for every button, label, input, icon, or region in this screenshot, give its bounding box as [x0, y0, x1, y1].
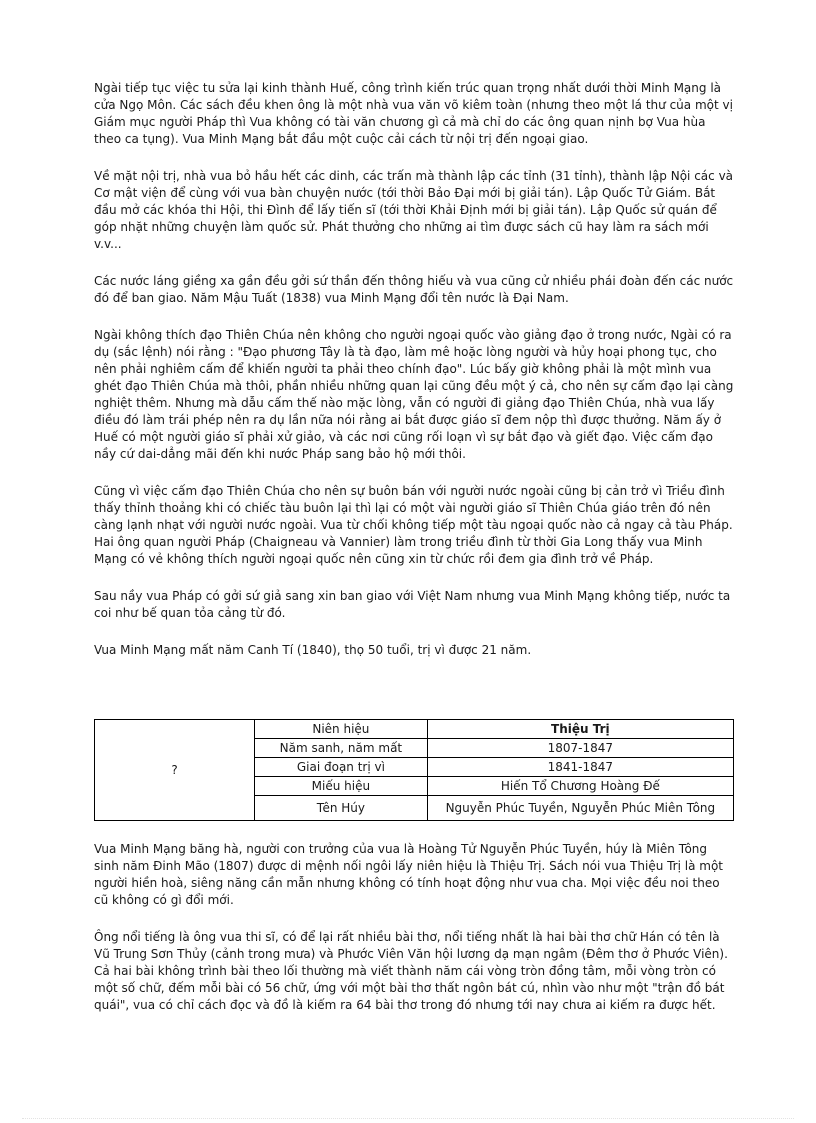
- paragraph-minh-mang-death: Vua Minh Mạng mất năm Canh Tí (1840), thọ 50 tuổi, trị vì được 21 năm.: [94, 643, 532, 657]
- table-value-reign-name: Thiệu Trị: [427, 720, 733, 739]
- page-bottom-divider: [22, 1118, 794, 1119]
- paragraph-ngo-mon: Ngài tiếp tục việc tu sửa lại kinh thành Huế, công trình kiến trúc quan trọng nhất dưới thời Minh Mạng là cửa Ngọ Môn. Các sách đều khen ông là một nhà vua văn võ kiêm toàn (nhưng theo một lá thư của một vị Giám mục người Pháp thì Vua không có tài văn chương gì cả mà chỉ do các ông quan nịnh bợ Vua hùa theo ca tụng). Vua Minh Mạng bắt đầu một cuộc cải cách từ nội trị đến ngoại giao.: [94, 81, 733, 146]
- paragraph-thieu-tri-succession: Vua Minh Mạng băng hà, người con trưởng của vua là Hoàng Tử Nguyễn Phúc Tuyền, húy là Miên Tông sinh năm Đinh Mão (1807) được di mệnh nối ngôi lấy niên hiệu là Thiệu Trị. Sách nói vua Thiệu Trị là một người hiền hoà, siêng năng cần mẫn nhưng không có tính hoạt động như vua cha. Mọi việc đều noi theo cũ không có gì đổi mới.: [94, 842, 724, 907]
- king-info-table: [94, 719, 734, 821]
- paragraph-closed-ports: Sau nầy vua Pháp có gởi sứ giả sang xin ban giao với Việt Nam nhưng vua Minh Mạng không tiếp, nước ta coi như bế quan tỏa cảng từ đó.: [94, 589, 731, 620]
- table-label-personal-name: Tên Húy: [255, 796, 428, 821]
- portrait-placeholder: ?: [95, 720, 255, 821]
- spacer: [94, 679, 734, 719]
- table-value-temple-name: Hiến Tổ Chương Hoàng Đế: [427, 777, 733, 796]
- table-row: [95, 720, 734, 739]
- table-label-temple-name: Miếu hiệu: [255, 777, 428, 796]
- table-value-birth-death: 1807-1847: [427, 739, 733, 758]
- paragraph-trade-restrictions: Cũng vì việc cấm đạo Thiên Chúa cho nên sự buôn bán với người nước ngoài cũng bị cản trở vì Triều đình thấy thỉnh thoảng khi có chiếc tàu buôn lại thì lại có một vài người giáo sĩ Thiên Chúa giáo trên đó nên càng lạnh nhạt với người nước ngoài. Vua từ chối không tiếp một tàu ngoại quốc nào cả ngay cả tàu Pháp. Hai ông quan người Pháp (Chaigneau và Vannier) làm trong triều đình từ thời Gia Long thấy vua Minh Mạng có vẻ không thích người ngoại quốc nên cũng xin từ chức rồi đem gia đình trở về Pháp.: [94, 484, 733, 566]
- table-label-reign-name: Niên hiệu: [255, 720, 428, 739]
- table-value-personal-name: Nguyễn Phúc Tuyền, Nguyễn Phúc Miên Tông: [427, 796, 733, 821]
- paragraph-thieu-tri-poetry: Ông nổi tiếng là ông vua thi sĩ, có để lại rất nhiều bài thơ, nổi tiếng nhất là hai bài thơ chữ Hán có tên là Vũ Trung Sơn Thủy (cảnh trong mưa) và Phước Viên Văn hội lương dạ mạn ngâm (Đêm thơ ở Phước Viên). Cả hai bài không trình bài theo lối thường mà viết thành năm cái vòng tròn đồng tâm, mỗi vòng tròn có một số chữ, đếm mỗi bài có 56 chữ, ứng với một bài thơ thất ngôn bát cú, nhìn vào như một "trận đồ bát quái", vua có chỉ cách đọc và đồ là kiếm ra 64 bài thơ trong đó nhưng tới nay chưa ai kiếm ra được hết.: [94, 930, 728, 1012]
- document-body: [94, 80, 734, 1034]
- paragraph-foreign-relations: Các nước láng giềng xa gần đều gởi sứ thần đến thông hiếu và vua cũng cử nhiều phái đoàn đến các nước đó để ban giao. Năm Mậu Tuất (1838) vua Minh Mạng đổi tên nước là Đại Nam.: [94, 274, 734, 305]
- table-value-reign-period: 1841-1847: [427, 758, 733, 777]
- paragraph-christianity-ban: Ngài không thích đạo Thiên Chúa nên không cho người ngoại quốc vào giảng đạo ở trong nước, Ngài có ra dụ (sắc lệnh) nói rằng : "Đạo phương Tây là tà đạo, làm mê hoặc lòng người và hủy hoại phong tục, cho nên phải nghiêm cấm để khiến người ta phải theo chính đạo". Lúc bấy giờ không phải là một mình vua ghét đạo Thiên Chúa mà thôi, phần nhiều những quan lại cũng đều một ý cả, cho nên sự cấm đạo lại càng nghiệt thêm. Nhưng mà dẫu cấm thế nào mặc lòng, vẫn có người đi giảng đạo Thiên Chúa, nhà vua lấy điều đó làm trái phép nên ra dụ lần nữa nói rằng ai bắt được giáo sĩ đem nộp thì được thưởng. Năm ấy ở Huế có một người giáo sĩ phải xử giảo, và các nơi cũng rối loạn vì sự bắt đạo và giết đạo. Việc cấm đạo nầy cứ dai-dẳng mãi đến khi nước Pháp sang bảo hộ mới thôi.: [94, 328, 734, 461]
- table-label-reign-period: Giai đoạn trị vì: [255, 758, 428, 777]
- paragraph-internal-affairs: Về mặt nội trị, nhà vua bỏ hầu hết các dinh, các trấn mà thành lập các tỉnh (31 tỉnh), thành lập Nội các và Cơ mật viện để cùng với vua bàn chuyện nước (tới thời Bảo Đại mới bị giải tán). Lập Quốc Tử Giám. Bắt đầu mở các khóa thi Hội, thi Đình để lấy tiến sĩ (tới thời Khải Định mới bị giải tán). Lập Quốc sử quán để góp nhặt những chuyện làm quốc sử. Phát thưởng cho những ai tìm được sách cũ hay làm ra sách mới v.v...: [94, 169, 734, 251]
- table-label-birth-death: Năm sanh, năm mất: [255, 739, 428, 758]
